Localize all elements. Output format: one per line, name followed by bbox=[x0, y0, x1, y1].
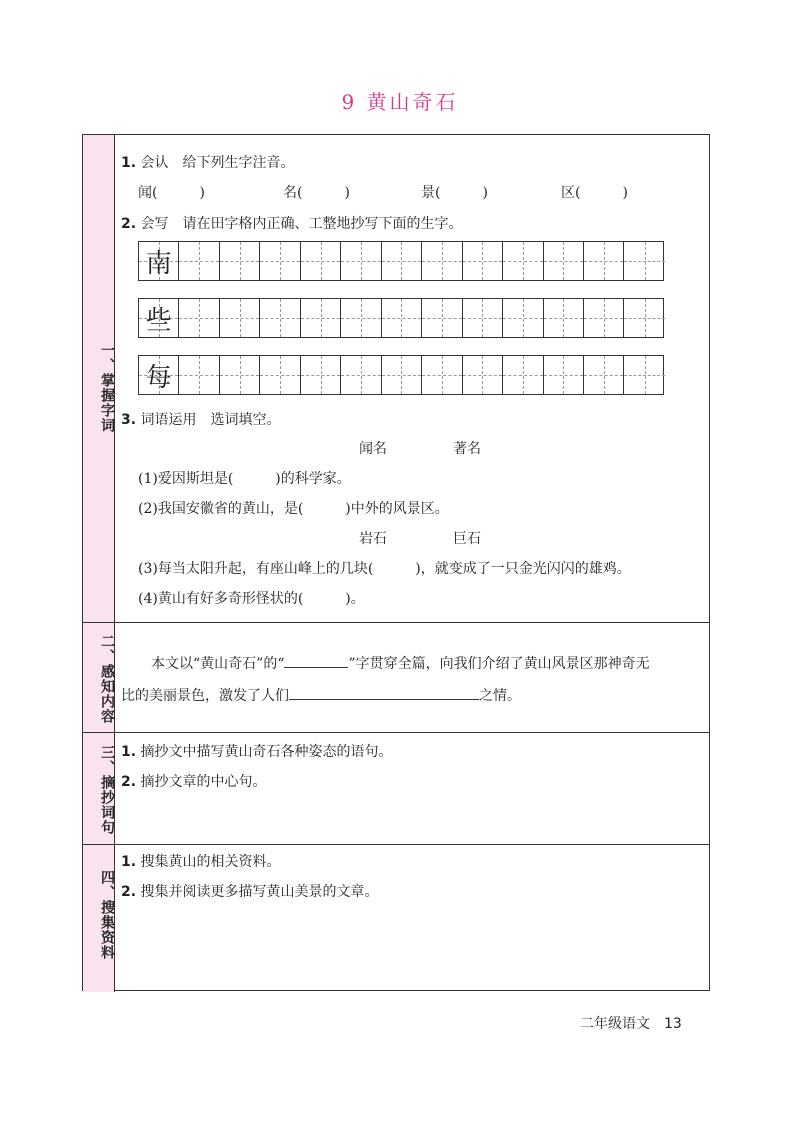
answer-blank[interactable] bbox=[284, 667, 348, 668]
grid-cell[interactable] bbox=[179, 242, 219, 280]
section-research bbox=[83, 845, 709, 992]
fill-sentence: (3)每当太阳升起，有座山峰上的几块( )，就变成了一只金光闪闪的雄鸡。 bbox=[138, 561, 631, 577]
section-label: 二、感知内容 bbox=[99, 634, 115, 724]
section-label: 三、摘抄词句 bbox=[99, 745, 115, 835]
grid-cell[interactable] bbox=[341, 356, 381, 394]
grid-cell[interactable] bbox=[179, 299, 219, 337]
pinyin-item: 闻( ) bbox=[138, 185, 205, 201]
worksheet-table bbox=[82, 134, 710, 991]
section-label: 四、搜集资料 bbox=[99, 870, 115, 960]
grid-cell[interactable] bbox=[624, 299, 664, 337]
page-footer bbox=[580, 1013, 682, 1033]
grid-cell[interactable] bbox=[341, 299, 381, 337]
grid-cell[interactable] bbox=[382, 242, 422, 280]
question-2: 2. 会写 请在田字格内正确、工整地抄写下面的生字。 bbox=[121, 216, 463, 232]
grid-cell[interactable] bbox=[624, 356, 664, 394]
grid-cell[interactable] bbox=[503, 356, 543, 394]
word-choice: 岩石 bbox=[359, 531, 387, 547]
grid-cell[interactable] bbox=[422, 299, 462, 337]
task-item: 2. 搜集并阅读更多描写黄山美景的文章。 bbox=[121, 884, 379, 900]
grid-cell[interactable] bbox=[422, 242, 462, 280]
grid-cell[interactable] bbox=[463, 356, 503, 394]
model-character: 每 bbox=[145, 362, 172, 393]
grid-cell[interactable] bbox=[220, 356, 260, 394]
grid-cell[interactable] bbox=[139, 242, 179, 280]
word-choice: 著名 bbox=[453, 441, 481, 457]
task-item: 2. 摘抄文章的中心句。 bbox=[121, 774, 267, 790]
writing-grid-row bbox=[138, 298, 664, 338]
writing-grid-row bbox=[138, 241, 664, 281]
summary-line-1: 本文以“黄山奇石”的“ ”字贯穿全篇，向我们介绍了黄山风景区那神奇无 bbox=[151, 656, 650, 672]
section-sidebar bbox=[83, 845, 115, 992]
grid-cell[interactable] bbox=[179, 356, 219, 394]
grid-cell[interactable] bbox=[584, 356, 624, 394]
grid-cell[interactable] bbox=[382, 299, 422, 337]
pinyin-item: 区( ) bbox=[561, 185, 628, 201]
section-label: 一、掌握字词 bbox=[99, 343, 115, 433]
section-sidebar bbox=[83, 623, 115, 732]
grid-cell[interactable] bbox=[624, 242, 664, 280]
grid-cell[interactable] bbox=[544, 242, 584, 280]
fill-sentence: (1)爱因斯坦是( )的科学家。 bbox=[138, 471, 351, 487]
page-title: 9 黄山奇石 bbox=[341, 90, 459, 114]
fill-sentence: (2)我国安徽省的黄山，是( )中外的风景区。 bbox=[138, 501, 449, 517]
footer-subject: 二年级语文 bbox=[580, 1016, 650, 1032]
model-character: 些 bbox=[145, 305, 172, 336]
grid-cell[interactable] bbox=[301, 242, 341, 280]
grid-cell[interactable] bbox=[544, 299, 584, 337]
grid-cell[interactable] bbox=[301, 356, 341, 394]
grid-cell[interactable] bbox=[260, 242, 300, 280]
task-item: 1. 搜集黄山的相关资料。 bbox=[121, 854, 281, 870]
question-1: 1. 会认 给下列生字注音。 bbox=[121, 155, 295, 171]
grid-cell[interactable] bbox=[382, 356, 422, 394]
summary-line-2: 比的美丽景色，激发了人们 之情。 bbox=[121, 688, 521, 704]
grid-cell[interactable] bbox=[260, 299, 300, 337]
grid-cell[interactable] bbox=[220, 242, 260, 280]
grid-cell[interactable] bbox=[220, 299, 260, 337]
writing-grid-row bbox=[138, 355, 664, 395]
pinyin-item: 名( ) bbox=[283, 185, 350, 201]
grid-cell[interactable] bbox=[139, 299, 179, 337]
pinyin-item: 景( ) bbox=[421, 185, 488, 201]
question-3: 3. 词语运用 选词填空。 bbox=[121, 412, 281, 428]
answer-blank[interactable] bbox=[289, 699, 479, 700]
grid-cell[interactable] bbox=[341, 242, 381, 280]
grid-cell[interactable] bbox=[584, 299, 624, 337]
grid-cell[interactable] bbox=[301, 299, 341, 337]
grid-cell[interactable] bbox=[503, 299, 543, 337]
grid-cell[interactable] bbox=[422, 356, 462, 394]
section-sidebar bbox=[83, 733, 115, 844]
grid-cell[interactable] bbox=[260, 356, 300, 394]
model-character: 南 bbox=[145, 248, 172, 279]
grid-cell[interactable] bbox=[463, 242, 503, 280]
section-vocabulary bbox=[83, 135, 709, 623]
fill-sentence: (4)黄山有好多奇形怪状的( )。 bbox=[138, 591, 365, 607]
grid-cell[interactable] bbox=[463, 299, 503, 337]
page-number: 13 bbox=[664, 1016, 682, 1032]
task-item: 1. 摘抄文中描写黄山奇石各种姿态的语句。 bbox=[121, 744, 393, 760]
grid-cell[interactable] bbox=[139, 356, 179, 394]
word-choice: 巨石 bbox=[453, 531, 481, 547]
word-choice: 闻名 bbox=[359, 441, 387, 457]
grid-cell[interactable] bbox=[544, 356, 584, 394]
section-sidebar bbox=[83, 135, 115, 622]
section-excerpts bbox=[83, 733, 709, 845]
grid-cell[interactable] bbox=[584, 242, 624, 280]
section-comprehension bbox=[83, 623, 709, 733]
grid-cell[interactable] bbox=[503, 242, 543, 280]
